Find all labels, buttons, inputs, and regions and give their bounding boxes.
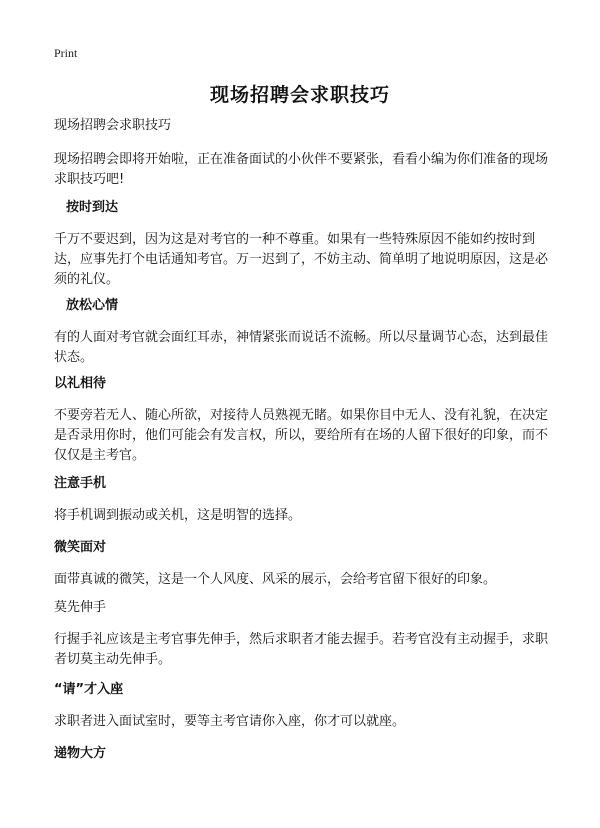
section-heading: 莫先伸手 [54,600,107,615]
section-body: 千万不要迟到，因为这是对考官的一种不尊重。如果有一些特殊原因不能如约按时到达，应事先打个电话通知考官。万一迟到了，不妨主动、简单明了地说明原因，这是必须的礼仪。 [54,232,549,287]
section-body: 有的人面对考官就会面红耳赤，神情紧张而说话不流畅。所以尽量调节心态，达到最佳状态。 [54,330,549,365]
section-heading: 以礼相待 [54,376,107,391]
article-subtitle: 现场招聘会求职技巧 [54,118,172,133]
section-body: 行握手礼应该是主考官事先伸手，然后求职者才能去握手。若考官没有主动握手，求职者切莫主动先伸手。 [54,632,549,667]
section-heading: 注意手机 [54,476,107,491]
section-heading: 微笑面对 [54,540,107,555]
section-heading: 递物大方 [54,746,107,761]
section-heading: 放松心情 [66,298,119,313]
section-body: 求职者进入面试室时，要等主考官请你入座，你才可以就座。 [54,714,406,729]
section-heading: 按时到达 [66,200,119,215]
section-heading: “请”才入座 [54,682,124,697]
section-body: 不要旁若无人、随心所欲，对接待人员熟视无睹。如果你目中无人、没有礼貌，在决定是否录用你时，他们可能会有发言权，所以，要给所有在场的人留下很好的印象，而不仅仅是主考官。 [54,408,549,463]
section-body: 将手机调到振动或关机，这是明智的选择。 [54,508,302,523]
intro-paragraph: 现场招聘会即将开始啦，正在准备面试的小伙伴不要紧张，看看小编为你们准备的现场求职技巧吧! [54,152,549,187]
page-title: 现场招聘会求职技巧 [209,84,390,106]
print-link[interactable]: Print [54,46,78,60]
section-body: 面带真诚的微笑，这是一个人风度、风采的展示，会给考官留下很好的印象。 [54,572,497,587]
